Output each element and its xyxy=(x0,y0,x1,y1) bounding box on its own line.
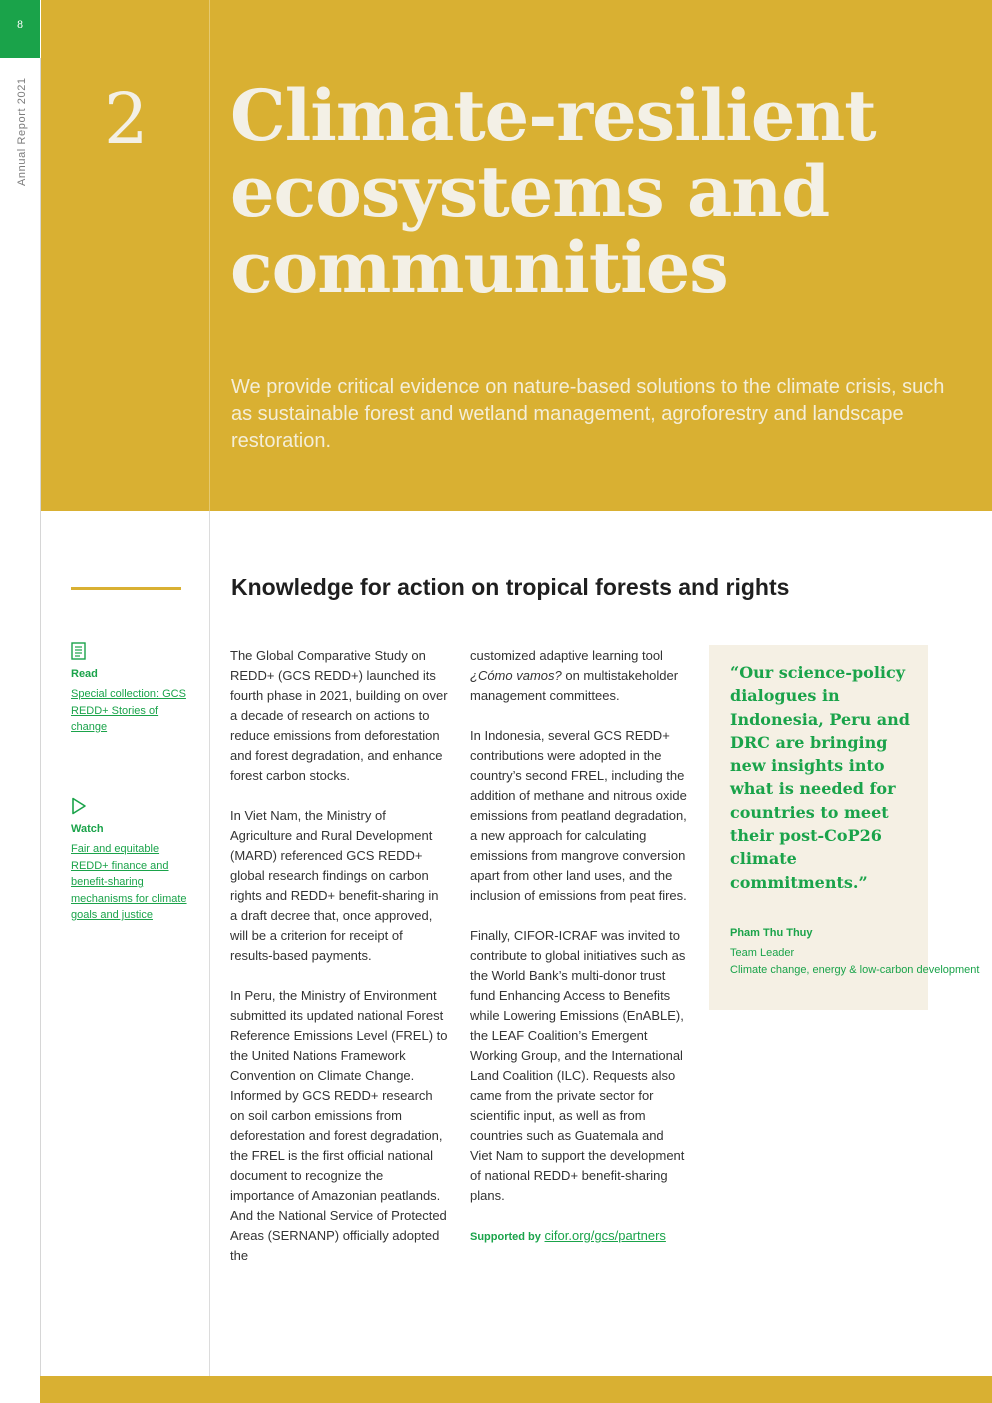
section-accent-line xyxy=(71,587,181,590)
paragraph-text: customized adaptive learning tool xyxy=(470,648,663,663)
report-side-label: Annual Report 2021 xyxy=(16,77,28,186)
paragraph: In Viet Nam, the Ministry of Agriculture and Rural Development (MARD) referenced GCS REDD+ global research findings on carbon rights and REDD+ benefit-sharing in a draft decree that, once approved, will be a criterion for receipt of results-based payments. xyxy=(230,808,439,963)
paragraph xyxy=(470,646,688,706)
body-column-1 xyxy=(230,646,448,1286)
sidebar-read-block xyxy=(71,642,189,736)
chapter-number: 2 xyxy=(104,78,149,160)
partners-link[interactable]: cifor.org/gcs/partners xyxy=(544,1228,666,1243)
supported-by-label: Supported by xyxy=(470,1231,541,1243)
sidebar-watch-block xyxy=(71,797,189,924)
page-number: 8 xyxy=(16,20,24,31)
read-label: Read xyxy=(71,668,98,680)
supported-by xyxy=(470,1226,688,1247)
pull-quote-text: “Our science-policy dialogues in Indonesia, Peru and DRC are bringing new insights into what is needed for countries to meet their post-CoP26 climate commitments.” xyxy=(730,663,910,892)
chapter-intro: We provide critical evidence on nature-based solutions to the climate crisis, such as sustainable forest and wetland management, agroforestry and landscape restoration. xyxy=(231,376,945,452)
paragraph: The Global Comparative Study on REDD+ (GCS REDD+) launched its fourth phase in 2021, building on over a decade of research on actions to reduce emissions from deforestation and forest degradation, and enhance forest carbon stocks. xyxy=(230,648,448,783)
paragraph: In Indonesia, several GCS REDD+ contributions were adopted in the country’s second FREL, including the addition of methane and nitrous oxide emissions from peatland degradation, a new approach for calculating emissions from mangrove conversion apart from other land uses, and the inclusion of emissions from peat fires. xyxy=(470,728,687,903)
quote-author-title: Team Leader xyxy=(730,947,795,959)
sidebar-column-rule xyxy=(209,511,210,1378)
body-column-2 xyxy=(470,646,688,1247)
watch-label: Watch xyxy=(71,823,104,835)
watch-video-link[interactable]: Fair and equitable REDD+ finance and benefit-sharing mechanisms for climate goals and justice xyxy=(71,843,187,921)
footer-bar xyxy=(40,1376,992,1403)
read-collection-link[interactable]: Special collection: GCS REDD+ Stories of change xyxy=(71,688,186,733)
paragraph-text: on multistakeholder management committees. xyxy=(470,668,679,703)
chapter-title: Climate-resilient ecosystems and communities xyxy=(230,74,876,309)
document-icon xyxy=(71,642,87,660)
quote-author-unit: Climate change, energy & low-carbon development xyxy=(730,964,980,976)
quote-author-role xyxy=(730,945,979,979)
section-heading: Knowledge for action on tropical forests and rights xyxy=(231,574,790,600)
paragraph: Finally, CIFOR-ICRAF was invited to contribute to global initiatives such as the World Bank’s multi-donor trust fund Enhancing Access to Benefits while Lowering Emissions (EnABLE), the LEAF Coalition’s Emergent Working Group, and the International Land Coalition (ILC). Requests also came from the private sector for scientific input, as well as from countries such as Guatemala and Viet Nam to support the development of national REDD+ benefit-sharing plans. xyxy=(470,928,686,1203)
quote-author-name: Pham Thu Thuy xyxy=(730,927,813,939)
play-icon[interactable] xyxy=(71,797,87,815)
hero-column-divider xyxy=(209,0,210,511)
paragraph: In Peru, the Ministry of Environment submitted its updated national Forest Reference Emissions Level (FREL) to the United Nations Framework Convention on Climate Change. Informed by GCS REDD+ research on soil carbon emissions from deforestation and forest degradation, the FREL is the first official national document to recognize the importance of Amazonian peatlands. And the National Service of Protected Areas (SERNANP) officially adopted the xyxy=(230,988,448,1263)
tool-name: ¿Cómo vamos? xyxy=(470,668,562,683)
